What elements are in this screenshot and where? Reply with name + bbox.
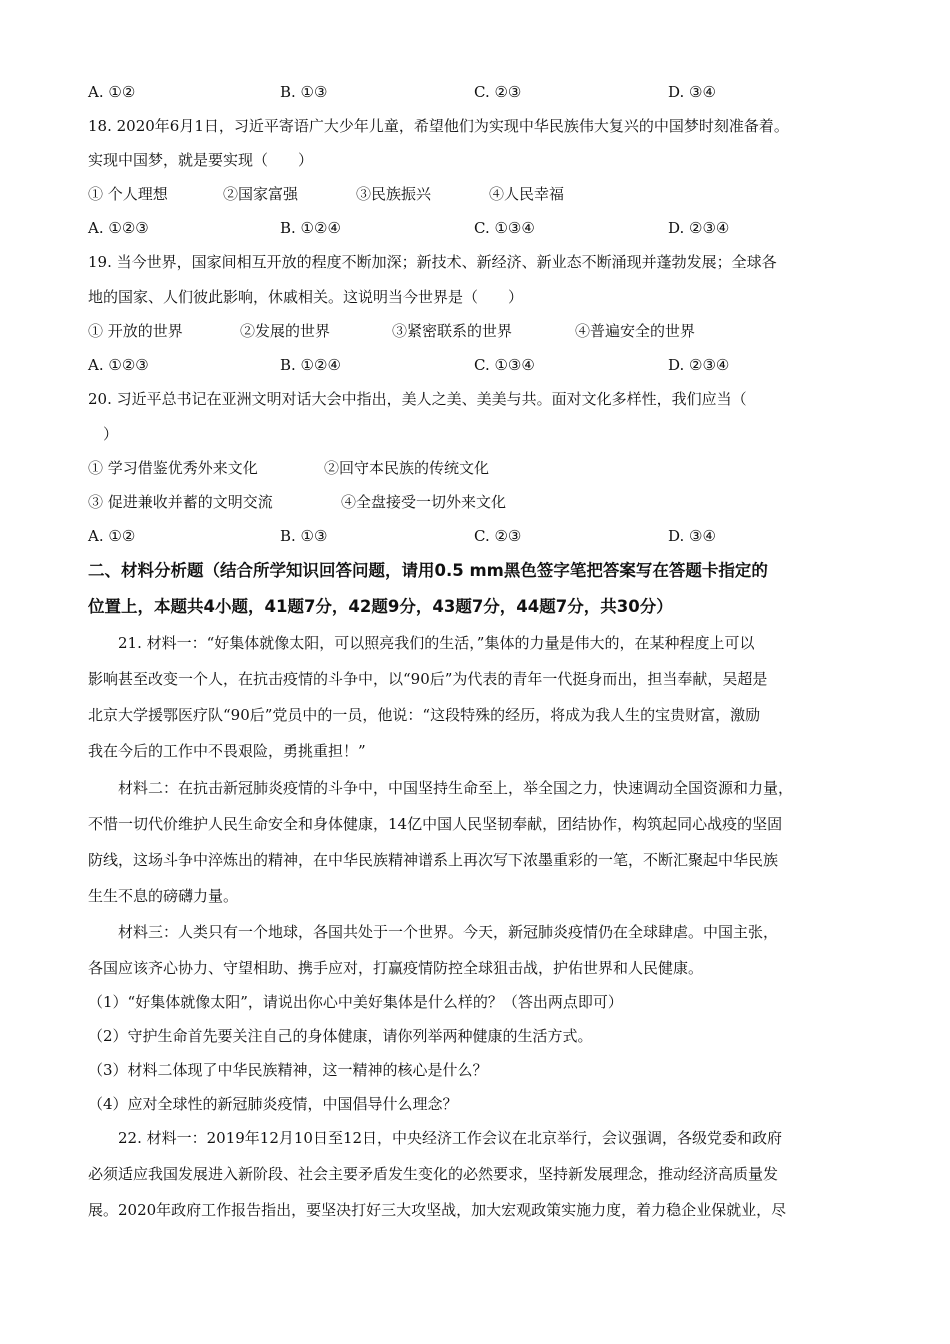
q18-stem-line-1: 18. 2020年6月1日，习近平寄语广大少年儿童，希望他们为实现中华民族伟大复兴的中国梦时刻准备着。 — [88, 117, 789, 135]
q21-sub-question-2: （2）守护生命首先要关注自己的身体健康，请你列举两种健康的生活方式。 — [88, 1027, 593, 1045]
q18-item-3: ③民族振兴 — [356, 185, 432, 203]
q20-stem-line-2: ） — [88, 425, 119, 443]
q19-options — [88, 355, 888, 375]
q17-options — [88, 82, 888, 102]
q19-items — [88, 321, 888, 341]
q17-option-c[interactable]: C. ②③ — [474, 83, 522, 101]
q21-material-2-line-1: 材料二：在抗击新冠肺炎疫情的斗争中，中国坚持生命至上，举全国之力，快速调动全国资源和力量， — [118, 779, 794, 797]
q21-material-2-line-3: 防线，这场斗争中淬炼出的精神，在中华民族精神谱系上再次写下浓墨重彩的一笔，不断汇聚起中华民族 — [88, 851, 779, 869]
q18-items — [88, 184, 888, 204]
q18-option-a[interactable]: A. ①②③ — [88, 219, 149, 237]
q17-option-a[interactable]: A. ①② — [88, 83, 136, 101]
q18-item-1: ① 个人理想 — [88, 185, 168, 203]
q22-line-2: 必须适应我国发展进入新阶段、社会主要矛盾发生变化的必然要求，坚持新发展理念，推动经济高质量发 — [88, 1165, 779, 1183]
q19-stem-line-1: 19. 当今世界，国家间相互开放的程度不断加深；新技术、新经济、新业态不断涌现并蓬勃发展；全球各 — [88, 253, 777, 271]
q18-option-d[interactable]: D. ②③④ — [668, 219, 730, 237]
q21-material-3-line-1: 材料三：人类只有一个地球，各国共处于一个世界。今天，新冠肺炎疫情仍在全球肆虐。中国主张， — [118, 923, 779, 941]
q19-option-c[interactable]: C. ①③④ — [474, 356, 535, 374]
q22-line-3: 展。2020年政府工作报告指出，要坚决打好三大攻坚战，加大宏观政策实施力度，着力稳企业保就业，尽 — [88, 1201, 787, 1219]
q20-item-2: ②回守本民族的传统文化 — [324, 459, 490, 477]
q19-option-b[interactable]: B. ①②④ — [280, 356, 341, 374]
q20-stem-line-1: 20. 习近平总书记在亚洲文明对话大会中指出，美人之美、美美与共。面对文化多样性，我们应当（ — [88, 390, 747, 408]
q20-items-row-2 — [88, 492, 888, 512]
q18-options — [88, 218, 888, 238]
q20-option-d[interactable]: D. ③④ — [668, 527, 716, 545]
q18-item-4: ④人民幸福 — [489, 185, 565, 203]
q20-option-c[interactable]: C. ②③ — [474, 527, 522, 545]
q21-material-1-line-3: 北京大学援鄂医疗队“90后”党员中的一员，他说：“这段特殊的经历，将成为我人生的宝贵财富，激励 — [88, 706, 761, 724]
q19-item-2: ②发展的世界 — [240, 322, 331, 340]
q21-sub-question-1: （1）“好集体就像太阳”，请说出你心中美好集体是什么样的？（答出两点即可） — [88, 993, 623, 1011]
q21-material-1-line-4: 我在今后的工作中不畏艰险，勇挑重担！” — [88, 742, 366, 760]
q20-item-1: ① 学习借鉴优秀外来文化 — [88, 459, 258, 477]
q17-option-d[interactable]: D. ③④ — [668, 83, 716, 101]
q19-stem-line-2: 地的国家、人们彼此影响，休戚相关。这说明当今世界是（ ） — [88, 288, 524, 306]
q19-option-d[interactable]: D. ②③④ — [668, 356, 730, 374]
q17-option-b[interactable]: B. ①③ — [280, 83, 328, 101]
q18-option-b[interactable]: B. ①②④ — [280, 219, 341, 237]
q18-item-2: ②国家富强 — [223, 185, 299, 203]
q19-item-4: ④普遍安全的世界 — [575, 322, 696, 340]
q18-stem-line-2: 实现中国梦，就是要实现（ ） — [88, 151, 314, 169]
q21-sub-question-4: （4）应对全球性的新冠肺炎疫情，中国倡导什么理念？ — [88, 1095, 458, 1113]
q21-material-2-line-4: 生生不息的磅礴力量。 — [88, 887, 239, 905]
q19-option-a[interactable]: A. ①②③ — [88, 356, 149, 374]
q22-line-1: 22. 材料一：2019年12月10日至12日，中央经济工作会议在北京举行，会议强调，各级党委和政府 — [118, 1129, 783, 1147]
q20-options — [88, 526, 888, 546]
q20-item-3: ③ 促进兼收并蓄的文明交流 — [88, 493, 273, 511]
q19-item-1: ① 开放的世界 — [88, 322, 183, 340]
section-2-heading-line-1: 二、材料分析题（结合所学知识回答问题，请用0.5 mm黑色签字笔把答案写在答题卡指定的 — [88, 561, 768, 580]
q20-items-row-1 — [88, 458, 888, 478]
q20-option-b[interactable]: B. ①③ — [280, 527, 328, 545]
q21-material-3-line-2: 各国应该齐心协力、守望相助、携手应对，打赢疫情防控全球狙击战，护佑世界和人民健康。 — [88, 959, 704, 977]
section-2-heading-line-2: 位置上，本题共4小题，41题7分，42题9分，43题7分，44题7分，共30分） — [88, 597, 673, 616]
q21-sub-question-3: （3）材料二体现了中华民族精神，这一精神的核心是什么？ — [88, 1061, 488, 1079]
q18-option-c[interactable]: C. ①③④ — [474, 219, 535, 237]
q21-material-1-line-2: 影响甚至改变一个人，在抗击疫情的斗争中，以“90后”为代表的青年一代挺身而出，担当奉献，吴超是 — [88, 670, 768, 688]
q21-material-2-line-2: 不惜一切代价维护人民生命安全和身体健康，14亿中国人民坚韧奉献，团结协作，构筑起同心战疫的坚固 — [88, 815, 783, 833]
q20-option-a[interactable]: A. ①② — [88, 527, 136, 545]
q21-material-1-line-1: 21. 材料一：“好集体就像太阳，可以照亮我们的生活，”集体的力量是伟大的，在某种程度上可以 — [118, 634, 755, 652]
q19-item-3: ③紧密联系的世界 — [392, 322, 513, 340]
q20-item-4: ④全盘接受一切外来文化 — [341, 493, 507, 511]
